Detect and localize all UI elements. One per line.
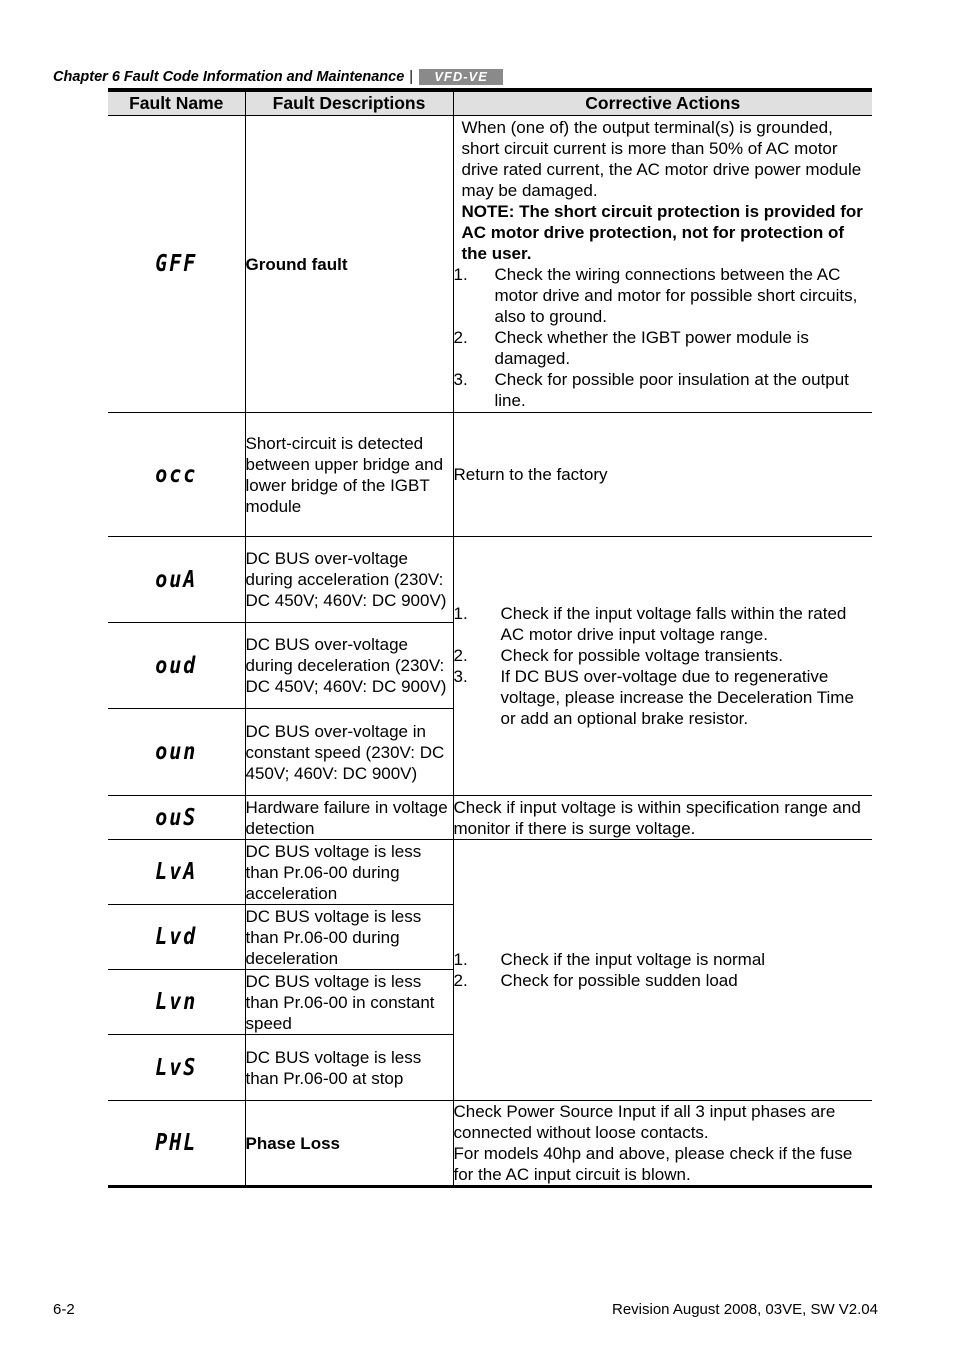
fault-description: DC BUS voltage is less than Pr.06-00 in constant speed	[245, 970, 453, 1035]
list-item: 2. Check for possible voltage transients.	[453, 646, 784, 665]
fault-code-ous: ouS	[155, 802, 198, 831]
corrective-action-cell	[453, 116, 872, 413]
table-row	[108, 537, 872, 623]
fault-code-cell	[108, 413, 245, 537]
table-header-row	[108, 90, 872, 116]
fault-code-cell	[108, 1035, 245, 1101]
action-note: NOTE: The short circuit protection is provided for AC motor drive protection, not for protection of the user.	[461, 202, 863, 263]
column-header-fault-name: Fault Name	[108, 90, 245, 116]
table-row	[108, 413, 872, 537]
fault-code-oun: oun	[155, 737, 198, 765]
fault-code-cell	[108, 116, 245, 413]
page-number: 6-2	[53, 1301, 75, 1318]
fault-code-cell	[108, 970, 245, 1035]
chapter-header	[53, 67, 503, 87]
corrective-action-cell	[453, 537, 872, 796]
fault-code-phl: PHL	[155, 1128, 198, 1156]
column-header-fault-descriptions: Fault Descriptions	[245, 90, 453, 116]
list-item: 1. Check if the input voltage falls within the rated AC motor drive input voltage range.	[453, 604, 847, 644]
fault-code-cell	[108, 709, 245, 796]
logo-text: VFD-VE	[434, 69, 488, 84]
fault-description: Phase Loss	[245, 1101, 453, 1187]
fault-code-cell	[108, 623, 245, 709]
table-row	[108, 1101, 872, 1187]
column-header-corrective-actions: Corrective Actions	[453, 90, 872, 116]
list-item: 2. Check whether the IGBT power module is damaged.	[453, 328, 809, 368]
vfd-ve-logo	[419, 69, 503, 85]
action-intro: When (one of) the output terminal(s) is grounded, short circuit current is more than 50% of AC motor drive rated current, the AC motor drive power module may be damaged.	[461, 118, 862, 200]
action-line: Check Power Source Input if all 3 input phases are connected without loose contacts.	[453, 1102, 836, 1142]
table-row	[108, 796, 872, 840]
action-steps	[454, 264, 873, 411]
fault-code-cell	[108, 1101, 245, 1187]
chapter-title: Chapter 6 Fault Code Information and Maintenance	[53, 69, 405, 85]
list-item: 3. Check for possible poor insulation at the output line.	[453, 370, 849, 410]
table-row	[108, 116, 872, 413]
fault-description: Short-circuit is detected between upper bridge and lower bridge of the IGBT module	[245, 413, 453, 537]
fault-code-oud: oud	[155, 650, 198, 679]
corrective-action: Check if input voltage is within specification range and monitor if there is surge voltage.	[453, 796, 872, 840]
list-item: 1. Check if the input voltage is normal	[453, 950, 766, 969]
corrective-action: Return to the factory	[453, 413, 872, 537]
corrective-action-cell	[453, 1101, 872, 1187]
action-steps	[454, 603, 873, 729]
fault-description: DC BUS voltage is less than Pr.06-00 during deceleration	[245, 905, 453, 970]
fault-code-occ: occ	[155, 459, 198, 488]
fault-description: DC BUS over-voltage in constant speed (230V: DC 450V; 460V: DC 900V)	[245, 709, 453, 796]
fault-description: DC BUS voltage is less than Pr.06-00 during acceleration	[245, 840, 453, 905]
revision-info: Revision August 2008, 03VE, SW V2.04	[612, 1301, 878, 1318]
fault-code-lvs: LvS	[155, 1052, 198, 1081]
fault-description: Hardware failure in voltage detection	[245, 796, 453, 840]
action-steps	[454, 949, 873, 991]
fault-code-cell	[108, 537, 245, 623]
fault-code-cell	[108, 840, 245, 905]
header-separator: |	[409, 69, 414, 85]
fault-code-cell	[108, 905, 245, 970]
fault-code-lva: LvA	[155, 857, 198, 885]
fault-code-cell	[108, 796, 245, 840]
fault-table	[108, 88, 872, 1188]
list-item: 3. If DC BUS over-voltage due to regenerative voltage, please increase the Deceleration Time or add an optional brake resistor.	[453, 667, 854, 728]
fault-description: DC BUS over-voltage during deceleration (230V: DC 450V; 460V: DC 900V)	[245, 623, 453, 709]
fault-code-lvn: Lvn	[155, 987, 198, 1015]
fault-code-gff: GFF	[155, 249, 198, 277]
fault-code-oua: ouA	[155, 564, 198, 593]
corrective-action-cell	[453, 840, 872, 1101]
fault-code-lvd: Lvd	[155, 922, 198, 950]
list-item: 1. Check the wiring connections between the AC motor drive and motor for possible short circuits, also to ground.	[453, 265, 858, 326]
table-row	[108, 840, 872, 905]
list-item: 2. Check for possible sudden load	[453, 971, 738, 990]
fault-description: DC BUS voltage is less than Pr.06-00 at stop	[245, 1035, 453, 1101]
action-line: For models 40hp and above, please check if the fuse for the AC input circuit is blown.	[453, 1144, 853, 1184]
fault-description: DC BUS over-voltage during acceleration (230V: DC 450V; 460V: DC 900V)	[245, 537, 453, 623]
fault-description: Ground fault	[245, 116, 453, 413]
